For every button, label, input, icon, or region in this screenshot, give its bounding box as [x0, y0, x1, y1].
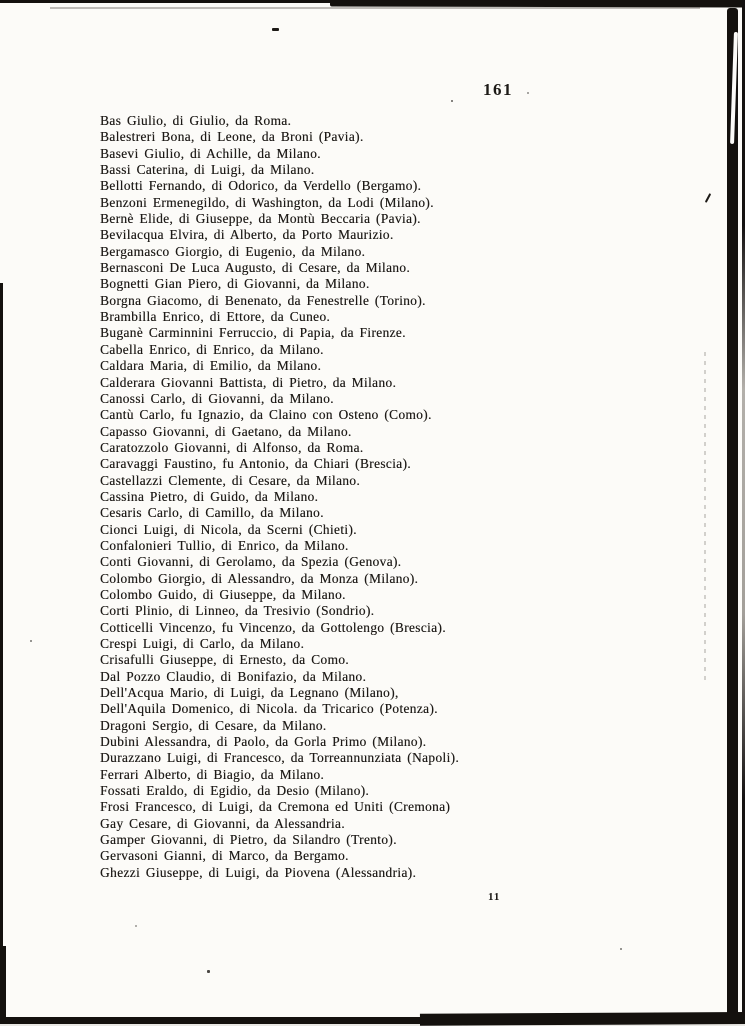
list-item: Bassi Caterina, di Luigi, da Milano. — [100, 162, 315, 178]
list-item: Borgna Giacomo, di Benenato, da Fenestrelle (Torino). — [100, 292, 426, 308]
list-item: Bellotti Fernando, di Odorico, da Verdello (Bergamo). — [100, 178, 422, 194]
scan-edge-top-fuzz — [50, 7, 700, 9]
list-item: Caravaggi Faustino, fu Antonio, da Chiari (Brescia). — [100, 456, 411, 472]
list-item: Conti Giovanni, di Gerolamo, da Spezia (Genova). — [100, 554, 402, 570]
list-item: Canossi Carlo, di Giovanni, da Milano. — [100, 390, 334, 406]
printer-signature-mark: 11 — [488, 891, 501, 903]
list-item: Gay Cesare, di Giovanni, da Alessandria. — [100, 815, 345, 831]
list-item: Bernasconi De Luca Augusto, di Cesare, da Milano. — [100, 260, 411, 276]
list-item: Capasso Giovanni, di Gaetano, da Milano. — [100, 423, 352, 439]
list-item: Balestreri Bona, di Leone, da Broni (Pavia). — [100, 129, 364, 145]
list-item: Durazzano Luigi, di Francesco, da Torreannunziata (Napoli). — [100, 750, 460, 766]
list-item: Colombo Guido, di Giuseppe, da Milano. — [100, 586, 346, 602]
list-item: Cotticelli Vincenzo, fu Vincenzo, da Gottolengo (Brescia). — [100, 619, 446, 635]
list-item: Fossati Eraldo, di Egidio, da Desio (Milano). — [100, 783, 370, 799]
list-item: Cassina Pietro, di Guido, da Milano. — [100, 488, 319, 504]
list-item: Cesaris Carlo, di Camillo, da Milano. — [100, 505, 324, 521]
list-item: Basevi Giulio, di Achille, da Milano. — [100, 145, 321, 161]
list-item: Colombo Giorgio, di Alessandro, da Monza (Milano). — [100, 570, 419, 586]
list-item: Gervasoni Gianni, di Marco, da Bergamo. — [100, 848, 349, 864]
list-item: Dragoni Sergio, di Cesare, da Milano. — [100, 717, 327, 733]
list-item: Crespi Luigi, di Carlo, da Milano. — [100, 636, 305, 651]
list-item: Cionci Luigi, di Nicola, da Scerni (Chieti). — [100, 521, 357, 537]
list-item: Bergamasco Giorgio, di Eugenio, da Milano. — [100, 243, 366, 259]
ink-speck — [207, 970, 210, 973]
ink-speck — [705, 193, 711, 203]
list-item: Frosi Francesco, di Luigi, da Cremona ed Uniti (Cremona) — [100, 799, 451, 815]
list-item: Calderara Giovanni Battista, di Pietro, da Milano. — [100, 374, 397, 390]
list-item: Dell'Aquila Domenico, di Nicola. da Tricarico (Potenza). — [100, 701, 438, 717]
list-item: Cabella Enrico, di Enrico, da Milano. — [100, 341, 324, 357]
ink-speck — [620, 948, 622, 950]
ink-speck — [272, 28, 279, 31]
ink-speck — [30, 640, 32, 642]
list-item: Caldara Maria, di Emilio, da Milano. — [100, 358, 322, 374]
list-item: Dubini Alessandra, di Paolo, da Gorla Primo (Milano). — [100, 734, 427, 750]
list-item: Castellazzi Clemente, di Cesare, da Milano. — [100, 472, 361, 488]
list-item: Gamper Giovanni, di Pietro, da Silandro (Trento). — [100, 832, 397, 848]
list-item: Benzoni Ermenegildo, di Washington, da Lodi (Milano). — [100, 194, 434, 210]
list-item: Caratozzolo Giovanni, di Alfonso, da Roma. — [100, 439, 364, 455]
scan-edge-left — [0, 283, 3, 1024]
ink-speck — [527, 92, 529, 94]
list-item: Bas Giulio, di Giulio, da Roma. — [100, 113, 292, 128]
scan-edge-left-corner — [0, 946, 6, 1024]
ink-speck — [451, 100, 453, 102]
list-item: Corti Plinio, di Linneo, da Tresivio (Sondrio). — [100, 603, 375, 619]
binding-bleed-artifact — [704, 352, 706, 682]
list-item: Bevilacqua Elvira, di Alberto, da Porto Maurizio. — [100, 227, 394, 243]
page-number: 161 — [483, 80, 513, 99]
scan-edge-right-band — [727, 8, 738, 1024]
ink-speck — [135, 925, 137, 927]
list-item: Dell'Acqua Mario, di Luigi, da Legnano (Milano), — [100, 685, 399, 701]
list-item: Dal Pozzo Claudio, di Bonifazio, da Milano. — [100, 668, 367, 684]
list-item: Buganè Carminnini Ferruccio, di Papia, da Firenze. — [100, 325, 406, 341]
list-item: Cantù Carlo, fu Ignazio, da Claino con Osteno (Como). — [100, 407, 432, 423]
list-item: Confalonieri Tullio, di Enrico, da Milano. — [100, 537, 349, 553]
list-item: Bernè Elide, di Giuseppe, da Montù Beccaria (Pavia). — [100, 211, 421, 227]
list-item: Brambilla Enrico, di Ettore, da Cuneo. — [100, 309, 331, 325]
list-item: Ghezzi Giuseppe, di Luigi, da Piovena (Alessandria). — [100, 864, 417, 880]
list-item: Bognetti Gian Piero, di Giovanni, da Milano. — [100, 276, 370, 292]
list-item: Crisafulli Giuseppe, di Ernesto, da Como. — [100, 652, 349, 668]
name-list — [100, 113, 700, 881]
list-item: Ferrari Alberto, di Biagio, da Milano. — [100, 766, 325, 782]
